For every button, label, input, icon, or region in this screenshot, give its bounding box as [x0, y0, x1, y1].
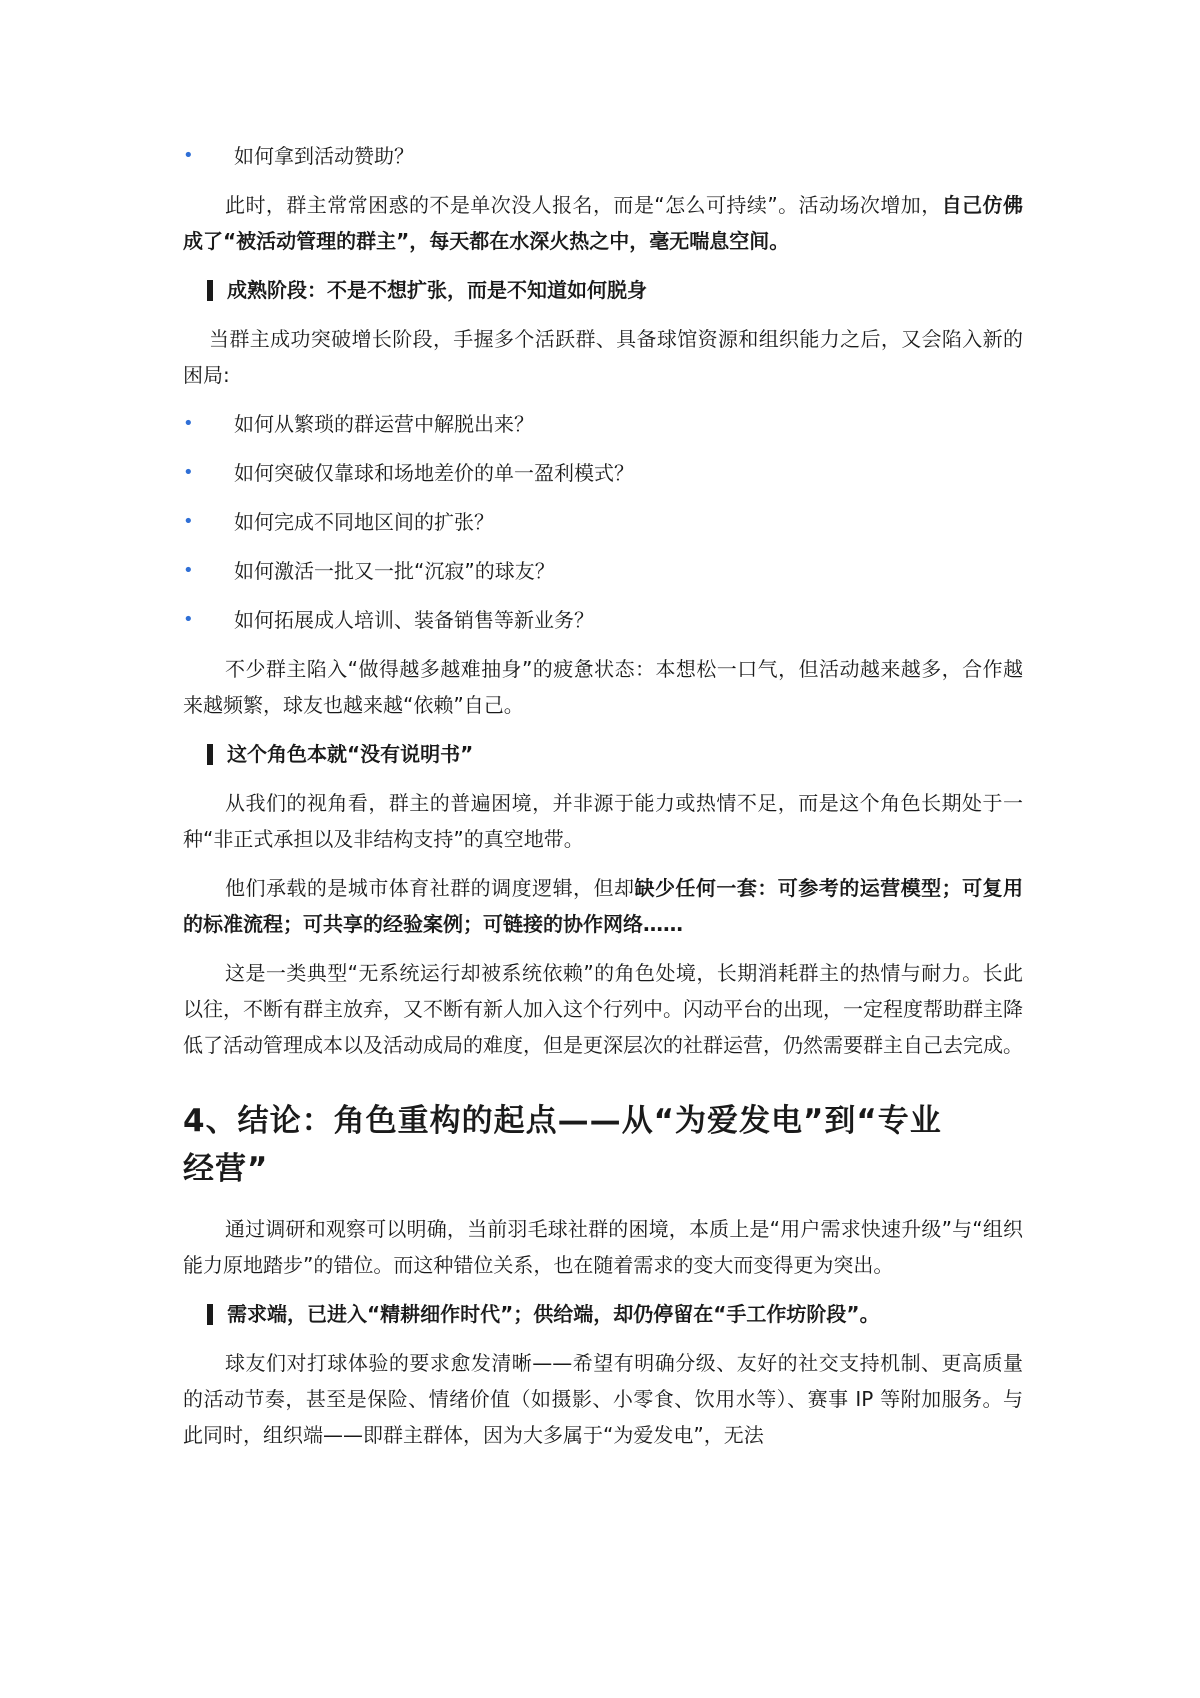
document-page: [183, 138, 1023, 1466]
paragraph-system-dependence: 这是一类典型“无系统运行却被系统依赖”的角色处境，长期消耗群主的热情与耐力。长此以往，不断有群主放弃，又不断有新人加入这个行列中。闪动平台的出现，一定程度帮助群主降低了活动管理成本以及活动成局的难度，但是更深层次的社群运营，仍然需要群主自己去完成。: [183, 961, 1023, 1057]
bullet-item-expansion: [183, 504, 1023, 540]
paragraph-vacuum: 从我们的视角看，群主的普遍困境，并非源于能力或热情不足，而是这个角色长期处于一种“非正式承担以及非结构支持”的真空地带。: [183, 791, 1023, 851]
paragraph-missing-systems: 他们承载的是城市体育社群的调度逻辑，但却缺少任何一套：可参考的运营模型；可复用的标准流程；可共享的经验案例；可链接的协作网络……: [183, 876, 1024, 936]
subheading-demand-supply: 需求端，已进入“精耕细作时代”；供给端，却仍停留在“手工作坊阶段”。: [183, 1296, 1023, 1332]
bullet-item-reactivate: [183, 553, 1023, 589]
bullet-dot-icon: •: [183, 560, 194, 581]
bullet-dot-icon: •: [183, 145, 194, 166]
bullet-text: 如何突破仅靠球和场地差价的单一盈利模式？: [234, 461, 634, 485]
bullet-item-sponsorship: [183, 138, 1023, 174]
paragraph-player-expectations: 球友们对打球体验的要求愈发清晰——希望有明确分级、友好的社交支持机制、更高质量的活动节奏，甚至是保险、情绪价值（如摄影、小零食、饮用水等）、赛事 IP 等附加服务。与此同时，组织端——即群主群体，因为大多属于“为爱发电”，无法: [183, 1351, 1023, 1447]
bullet-dot-icon: •: [183, 609, 194, 630]
subheading-bar: [207, 1304, 213, 1325]
subheading-bar: [207, 744, 213, 765]
bullet-dot-icon: •: [183, 413, 194, 434]
bullet-item-operations: [183, 406, 1023, 442]
emphasis-text: 自己仿佛成了“被活动管理的群主”，每天都在水深火热之中，毫无喘息空间。: [183, 193, 1024, 253]
paragraph-new-dilemma: 当群主成功突破增长阶段，手握多个活跃群、具备球馆资源和组织能力之后，又会陷入新的困局:: [183, 327, 1023, 387]
subheading-no-manual: 这个角色本就“没有说明书”: [183, 736, 1023, 772]
bullet-item-new-business: [183, 602, 1023, 638]
bullet-text: 如何拓展成人培训、装备销售等新业务？: [234, 608, 594, 632]
bullet-text: 如何拿到活动赞助？: [234, 144, 414, 168]
bullet-dot-icon: •: [183, 462, 194, 483]
section-heading-conclusion: 4、结论：角色重构的起点——从“为爱发电”到“专业经营”: [183, 1103, 942, 1187]
subheading-bar: [207, 280, 213, 301]
bullet-text: 如何激活一批又一批“沉寂”的球友？: [234, 559, 555, 583]
bullet-text: 如何完成不同地区间的扩张？: [234, 510, 494, 534]
subheading-mature-stage: 成熟阶段：不是不想扩张，而是不知道如何脱身: [183, 272, 1023, 308]
bullet-dot-icon: •: [183, 511, 194, 532]
paragraph-sustainability: 此时，群主常常困惑的不是单次没人报名，而是“怎么可持续”。活动场次增加，自己仿佛成了“被活动管理的群主”，每天都在水深火热之中，毫无喘息空间。: [183, 193, 1024, 253]
bullet-item-profit-model: [183, 455, 1023, 491]
emphasis-text: 缺少任何一套：可参考的运营模型；可复用的标准流程；可共享的经验案例；可链接的协作网络……: [183, 876, 1024, 936]
paragraph-fatigue: 不少群主陷入“做得越多越难抽身”的疲惫状态：本想松一口气，但活动越来越多，合作越来越频繁，球友也越来越“依赖”自己。: [183, 657, 1023, 717]
bullet-text: 如何从繁琐的群运营中解脱出来？: [234, 412, 534, 436]
paragraph-mismatch: 通过调研和观察可以明确，当前羽毛球社群的困境，本质上是“用户需求快速升级”与“组织能力原地踏步”的错位。而这种错位关系，也在随着需求的变大而变得更为突出。: [183, 1217, 1023, 1277]
